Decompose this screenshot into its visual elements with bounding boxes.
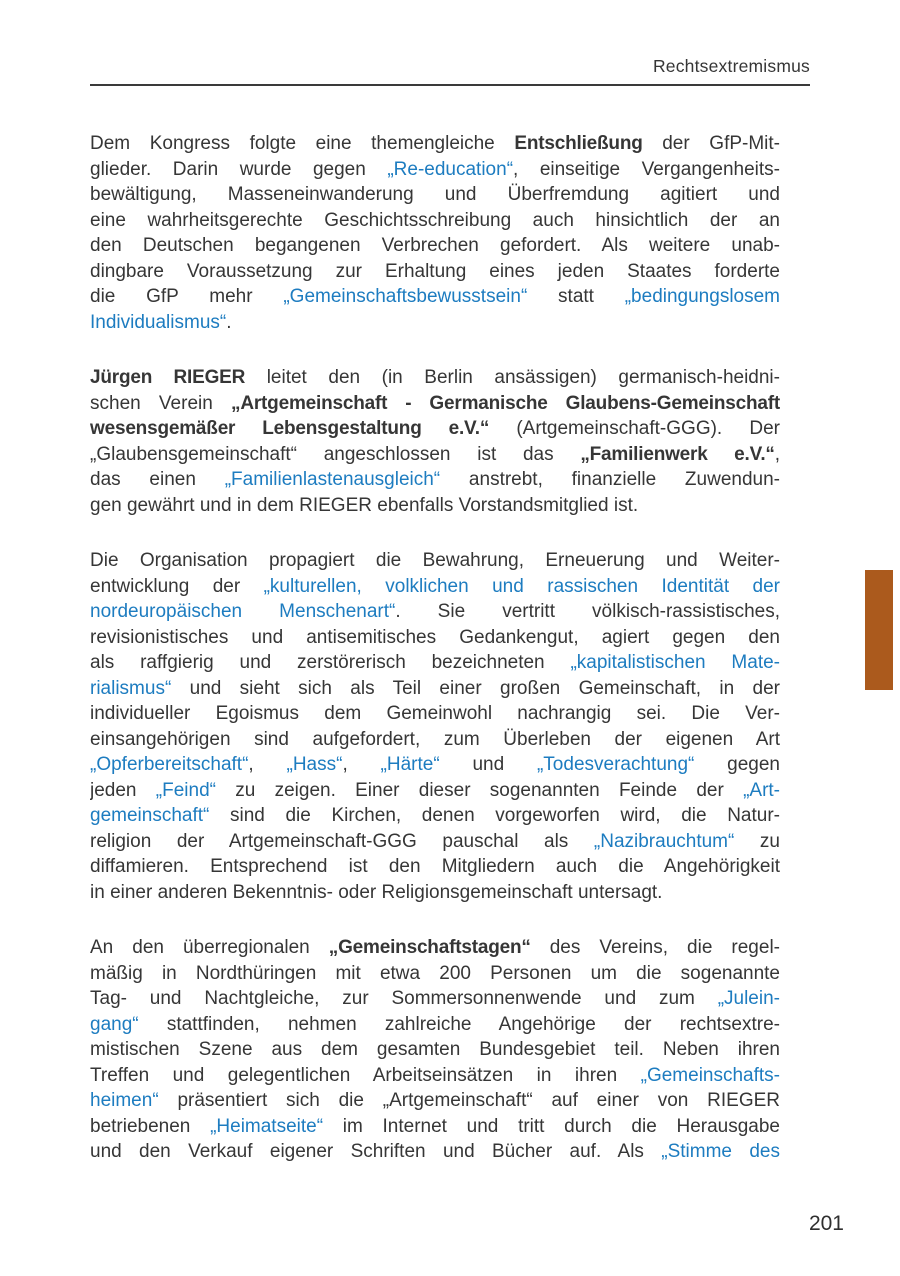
text-segment: als raffgierig und zerstörerisch bezeichneten (90, 652, 571, 673)
glossary-term: „Familienlastenausgleich“ (224, 469, 441, 490)
text-segment: betriebenen (90, 1115, 211, 1137)
glossary-term: nordeuropäischen Menschenart“ (90, 601, 396, 622)
text-line (90, 650, 780, 676)
glossary-term: rialismus“ (90, 677, 172, 699)
glossary-term: gemeinschaft“ (90, 805, 210, 826)
text-segment: entwicklung der (90, 575, 264, 597)
text-segment: dingbare Voraussetzung zur Erhaltung eines jeden Staates forderte (90, 260, 780, 282)
glossary-term: Individualismus“ (90, 311, 227, 333)
text-line (90, 727, 780, 753)
text-line (90, 1012, 780, 1038)
text-segment: präsentiert sich die „Artgemeinschaft“ auf einer von RIEGER (158, 1090, 780, 1111)
text-line (90, 829, 780, 855)
paragraph (90, 131, 780, 335)
text-line (90, 1088, 780, 1114)
text-segment: und (439, 754, 537, 775)
text-line (90, 1139, 780, 1165)
text-segment: einsangehörigen sind aufgefordert, zum Überleben der eigenen Art (90, 728, 780, 750)
text-segment: Die Organisation propagiert die Bewahrung, Erneuerung und Weiter- (90, 550, 780, 571)
text-segment: bewältigung, Masseneinwanderung und Überfremdung agitiert und (90, 184, 780, 205)
text-segment: , einseitige Vergangenheits- (513, 158, 780, 180)
text-segment: diffamieren. Entsprechend ist den Mitgliedern auch die Angehörigkeit (90, 856, 780, 877)
text-line (90, 131, 780, 157)
text-line (90, 259, 780, 285)
glossary-term: „Julein- (717, 988, 780, 1009)
text-segment: leitet den (in Berlin ansässigen) germanisch-heidni- (245, 367, 780, 388)
text-line (90, 961, 780, 987)
text-line (90, 803, 780, 829)
glossary-term: „Feind“ (155, 779, 216, 801)
text-segment: „Gemeinschaftstagen“ (328, 937, 531, 958)
glossary-term: „Todesverachtung“ (536, 754, 695, 775)
text-line (90, 854, 780, 880)
text-line (90, 986, 780, 1012)
text-segment: des Vereins, die regel- (530, 937, 780, 958)
text-line (90, 233, 780, 259)
text-segment: Tag- und Nachtgleiche, zur Sommersonnenwende und zum (90, 988, 718, 1009)
text-line (90, 467, 780, 493)
text-segment: der GfP-Mit- (642, 133, 780, 154)
text-segment: statt (527, 286, 625, 307)
text-line (90, 391, 780, 417)
text-line (90, 676, 780, 702)
text-segment: , (248, 754, 287, 775)
glossary-term: „Heimatseite“ (210, 1115, 324, 1137)
text-segment: sind die Kirchen, denen vorgeworfen wird, die Natur- (209, 805, 780, 826)
text-segment: An den überregionalen (90, 937, 329, 958)
glossary-term: heimen“ (90, 1090, 159, 1111)
text-line (90, 310, 780, 336)
text-segment: „Artgemeinschaft - Germanische Glaubens-Gemeinschaft (231, 392, 780, 414)
glossary-term: „Stimme des (661, 1141, 780, 1162)
text-segment: „Glaubensgemeinschaft“ angeschlossen ist das (90, 443, 581, 465)
text-segment: mäßig in Nordthüringen mit etwa 200 Personen um die sogenannte (90, 962, 780, 984)
text-segment: stattfinden, nehmen zahlreiche Angehörige der rechtsextre- (138, 1013, 780, 1035)
text-line (90, 599, 780, 625)
text-line (90, 365, 780, 391)
text-line (90, 157, 780, 183)
text-line (90, 1037, 780, 1063)
glossary-term: „kapitalistischen Mate- (570, 652, 780, 673)
text-segment: die GfP mehr (90, 286, 284, 307)
glossary-term: „Härte“ (380, 754, 440, 775)
text-line (90, 701, 780, 727)
paragraph (90, 365, 780, 518)
text-segment: Dem Kongress folgte eine themengleiche (90, 133, 515, 154)
paragraph (90, 548, 780, 905)
text-line (90, 548, 780, 574)
text-segment: . (226, 311, 232, 333)
text-line (90, 625, 780, 651)
glossary-term: „kulturellen, volklichen und rassischen Identität der (263, 575, 780, 597)
text-segment: schen Verein (90, 392, 232, 414)
glossary-term: „Re-education“ (387, 158, 514, 180)
glossary-term: „Gemeinschafts- (640, 1064, 780, 1086)
text-segment: revisionistisches und antisemitisches Gedankengut, agiert gegen den (90, 626, 780, 648)
text-line (90, 1114, 780, 1140)
glossary-term: „Gemeinschaftsbewusstsein“ (283, 286, 528, 307)
text-line (90, 493, 780, 519)
text-segment: (Artgemeinschaft-GGG). Der (489, 418, 780, 439)
running-header-title: Rechtsextremismus (652, 56, 810, 76)
text-segment: . Sie vertritt völkisch-rassistisches, (395, 601, 780, 622)
text-line (90, 880, 780, 906)
text-segment: Treffen und gelegentlichen Arbeitseinsätzen in ihren (90, 1064, 641, 1086)
text-segment: zu zeigen. Einer dieser sogenannten Feinde der (215, 779, 744, 801)
text-segment: , (774, 443, 780, 465)
page-number: 201 (808, 1212, 844, 1235)
text-segment: jeden (90, 779, 156, 801)
text-segment: anstrebt, finanzielle Zuwendun- (440, 469, 780, 490)
text-line (90, 752, 780, 778)
text-segment: das einen (90, 469, 225, 490)
glossary-term: „bedingungslosem (624, 286, 780, 307)
text-line (90, 574, 780, 600)
text-line (90, 208, 780, 234)
text-segment: „Familienwerk e.V.“ (580, 443, 775, 465)
body-text (90, 131, 780, 1195)
text-segment: Jürgen RIEGER (90, 367, 246, 388)
glossary-term: „Opferbereitschaft“ (90, 754, 249, 775)
text-segment: , (342, 754, 381, 775)
paragraph (90, 935, 780, 1165)
text-segment: in einer anderen Bekenntnis- oder Religionsgemeinschaft untersagt. (90, 881, 663, 903)
text-line (90, 935, 780, 961)
text-segment: Entschließung (514, 133, 643, 154)
text-segment: wesensgemäßer Lebensgestaltung e.V.“ (90, 418, 490, 439)
glossary-term: gang“ (90, 1013, 139, 1035)
header-rule (90, 84, 810, 86)
text-segment: mistischen Szene aus dem gesamten Bundesgebiet teil. Neben ihren (90, 1039, 780, 1060)
text-line (90, 778, 780, 804)
text-segment: individueller Egoismus dem Gemeinwohl nachrangig sei. Die Ver- (90, 703, 780, 724)
text-segment: gen gewährt und in dem RIEGER ebenfalls Vorstandsmitglied ist. (90, 494, 639, 516)
text-line (90, 416, 780, 442)
text-line (90, 1063, 780, 1089)
text-segment: und sieht sich als Teil einer großen Gemeinschaft, in der (171, 677, 780, 699)
text-line (90, 182, 780, 208)
text-segment: den Deutschen begangenen Verbrechen gefordert. Als weitere unab- (90, 235, 780, 256)
text-segment: gegen (694, 754, 780, 775)
margin-marker (865, 570, 893, 690)
text-segment: zu (734, 830, 780, 852)
text-segment: glieder. Darin wurde gegen (90, 158, 388, 180)
text-segment: eine wahrheitsgerechte Geschichtsschreibung auch hinsichtlich der an (90, 209, 780, 231)
text-segment: religion der Artgemeinschaft-GGG pauschal als (90, 830, 594, 852)
text-line (90, 284, 780, 310)
text-line (90, 442, 780, 468)
glossary-term: „Art- (743, 779, 780, 801)
text-segment: im Internet und tritt durch die Herausgabe (323, 1115, 780, 1137)
glossary-term: „Hass“ (286, 754, 343, 775)
text-segment: und den Verkauf eigener Schriften und Bücher auf. Als (90, 1141, 662, 1162)
glossary-term: „Nazibrauchtum“ (593, 830, 735, 852)
